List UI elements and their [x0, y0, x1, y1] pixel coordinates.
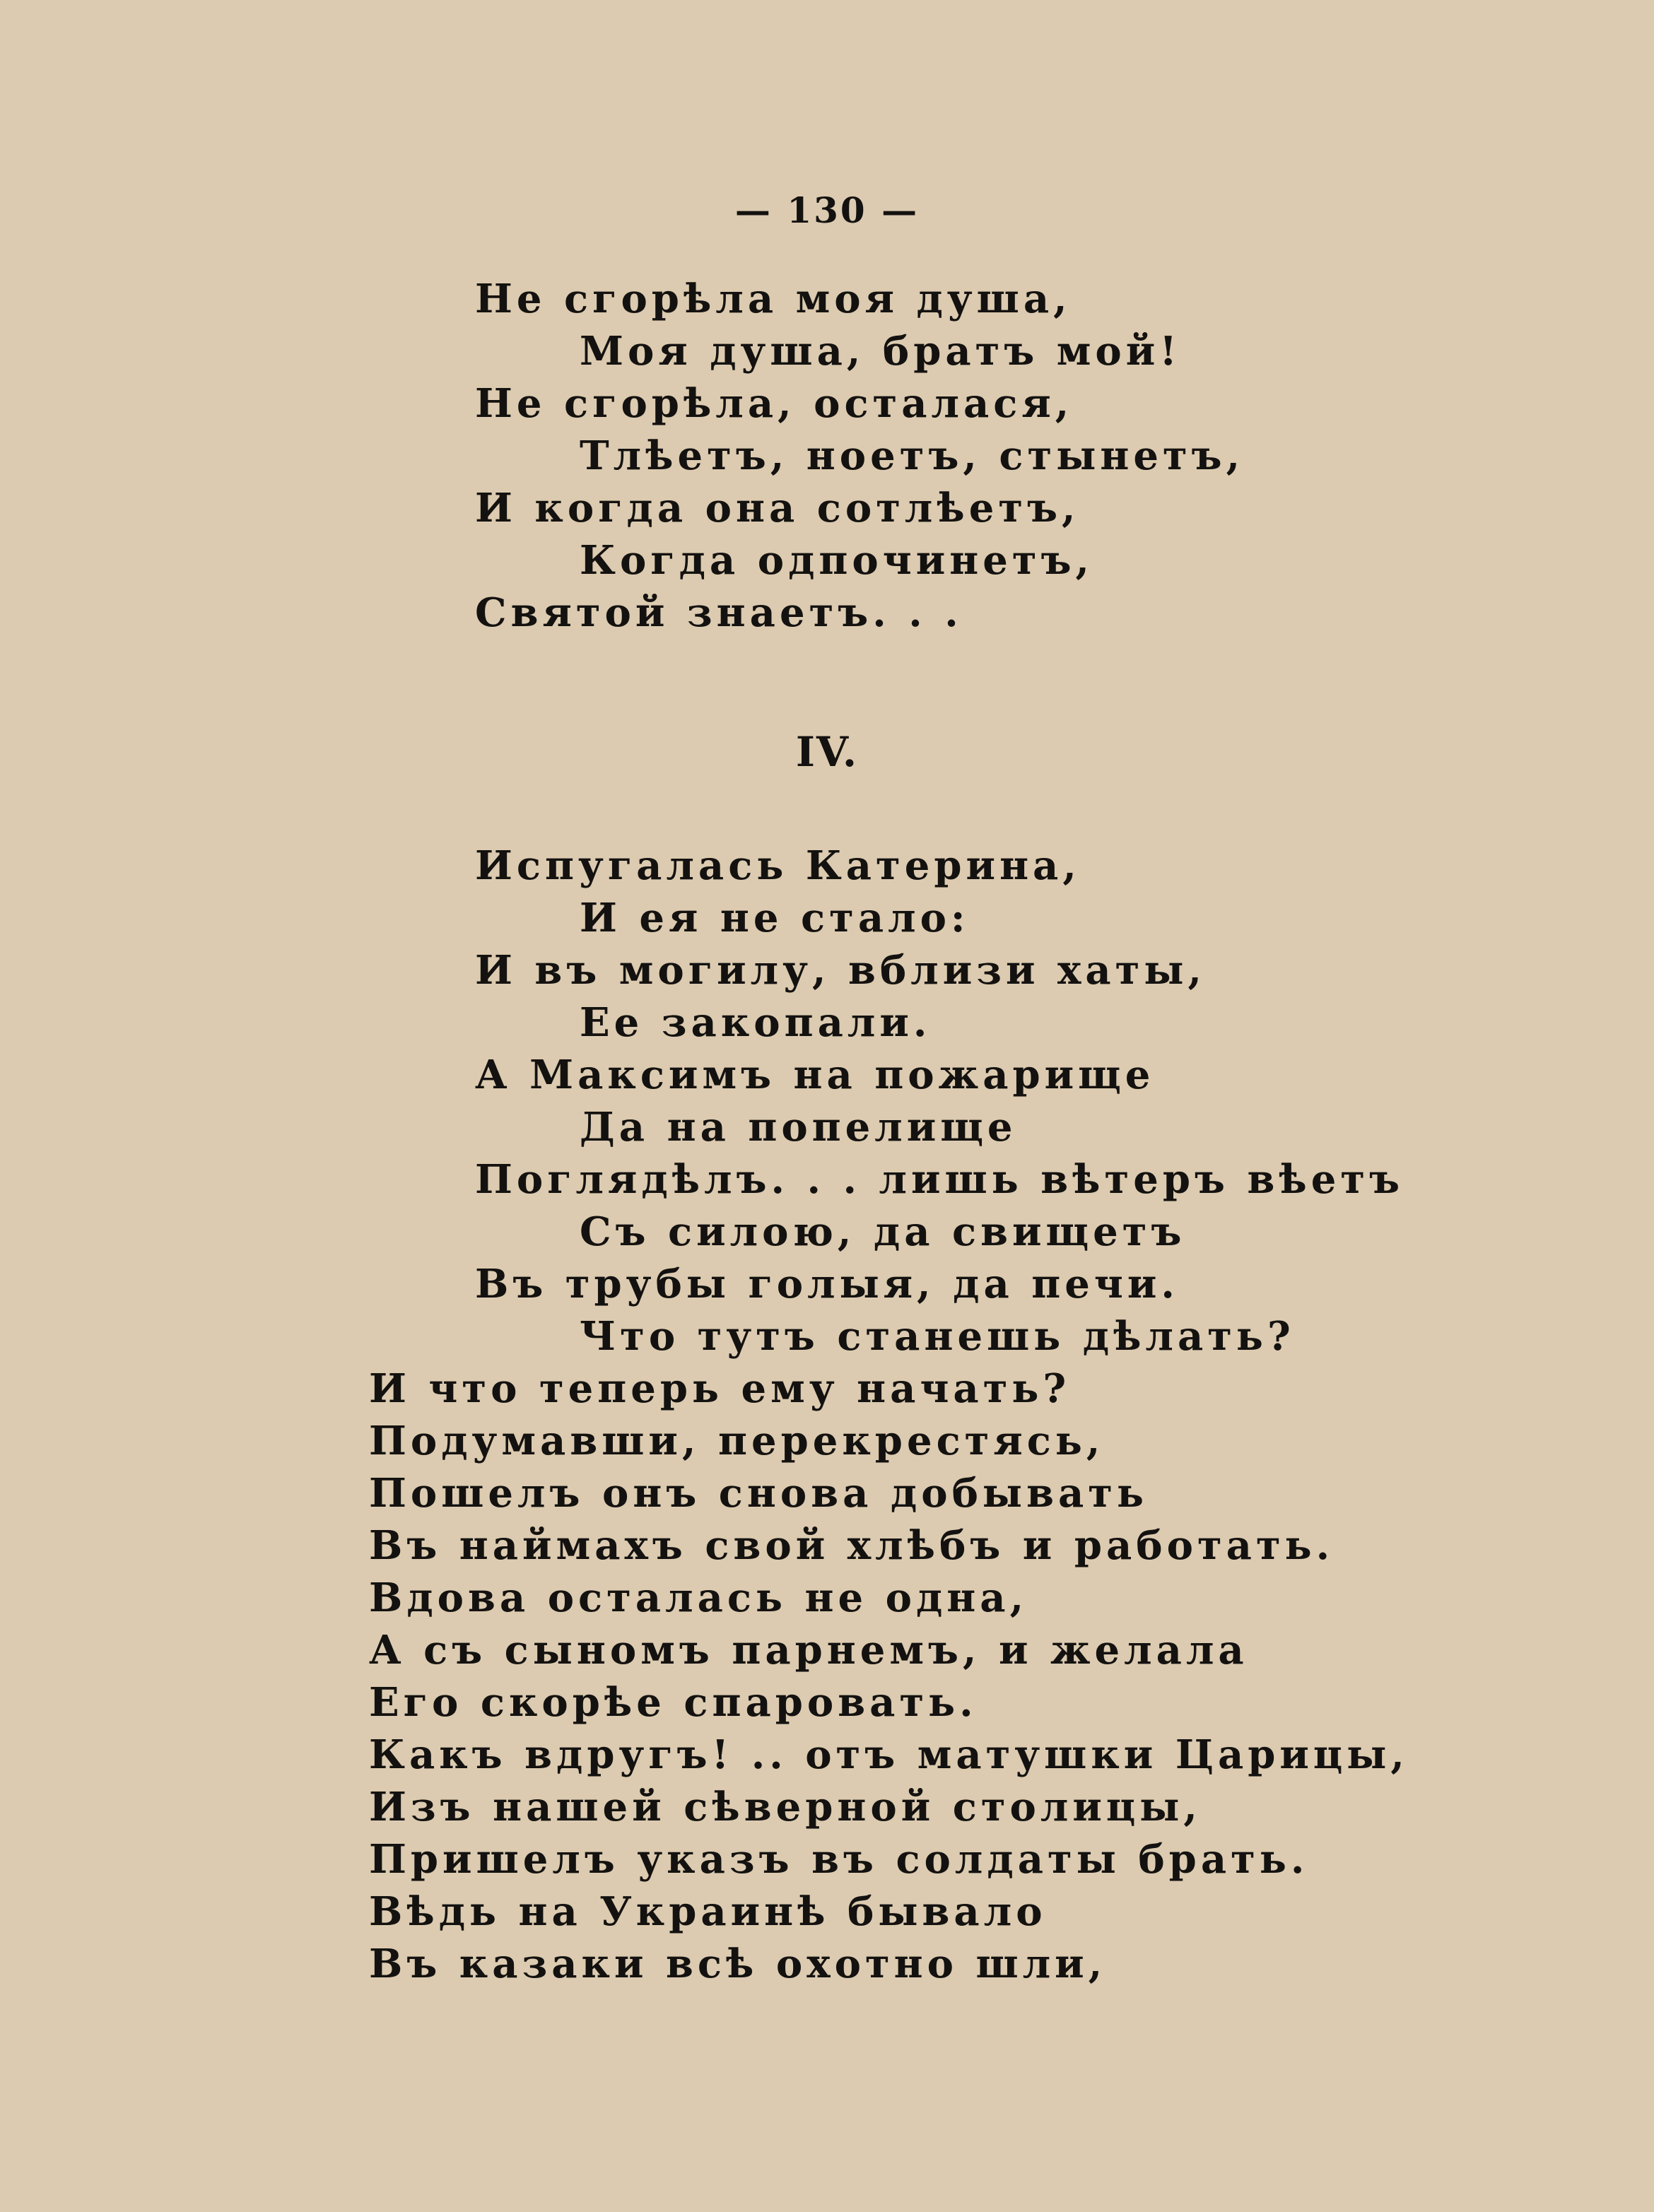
verse-line: Когда одпочинетъ, [580, 537, 1094, 584]
verse-line: Моя душа, братъ мой! [580, 328, 1181, 375]
verse-line: И когда она сотлѣетъ, [475, 485, 1080, 531]
verse-line: Поглядѣлъ. . . лишь вѣтеръ вѣетъ [475, 1156, 1404, 1203]
section-title: IV. [795, 728, 859, 776]
verse-line: Святой знаетъ. . . [475, 589, 963, 636]
narrative-line: Подумавши, перекрестясь, [369, 1418, 1105, 1464]
narrative-line: Его скорѣе спаровать. [369, 1679, 978, 1726]
narrative-line: Вѣдь на Украинѣ бывало [369, 1888, 1047, 1935]
narrative-line: Въ казаки всѣ охотно шли, [369, 1941, 1107, 1987]
narrative-line: Пришелъ указъ въ солдаты брать. [369, 1836, 1309, 1883]
verse-line: Да на попелище [580, 1104, 1017, 1151]
verse-line: И въ могилу, вблизи хаты, [475, 947, 1206, 994]
verse-line: Не сгорѣла моя душа, [475, 276, 1072, 322]
verse-line: Съ силою, да свищетъ [580, 1208, 1186, 1255]
narrative-line: Пошелъ онъ снова добывать [369, 1470, 1148, 1517]
verse-line: Испугалась Катерина, [475, 842, 1081, 889]
narrative-line: И что теперь ему начать? [369, 1365, 1071, 1412]
stanza-2 [0, 840, 1654, 1990]
verse-line: Тлѣетъ, ноетъ, стынетъ, [580, 433, 1245, 479]
verse-line: И ея не стало: [580, 895, 970, 941]
narrative-line: Вдова осталась не одна, [369, 1575, 1028, 1621]
narrative-line: А съ сыномъ парнемъ, и желала [369, 1627, 1248, 1673]
verse-line: Что тутъ станешь дѣлать? [580, 1313, 1295, 1360]
page-number: — 130 — [734, 189, 920, 231]
verse-line: Ее закопали. [580, 999, 932, 1046]
stanza-1 [0, 273, 1654, 639]
verse-line: А Максимъ на пожарище [475, 1052, 1155, 1098]
verse-line: Въ трубы голыя, да печи. [475, 1261, 1179, 1307]
narrative-line: Въ наймахъ свой хлѣбъ и работать. [369, 1522, 1335, 1569]
verse-line: Не сгорѣла, осталася, [475, 380, 1074, 427]
narrative-line: Какъ вдругъ! .. отъ матушки Царицы, [369, 1731, 1409, 1778]
narrative-line: Изъ нашей сѣверной столицы, [369, 1784, 1202, 1830]
